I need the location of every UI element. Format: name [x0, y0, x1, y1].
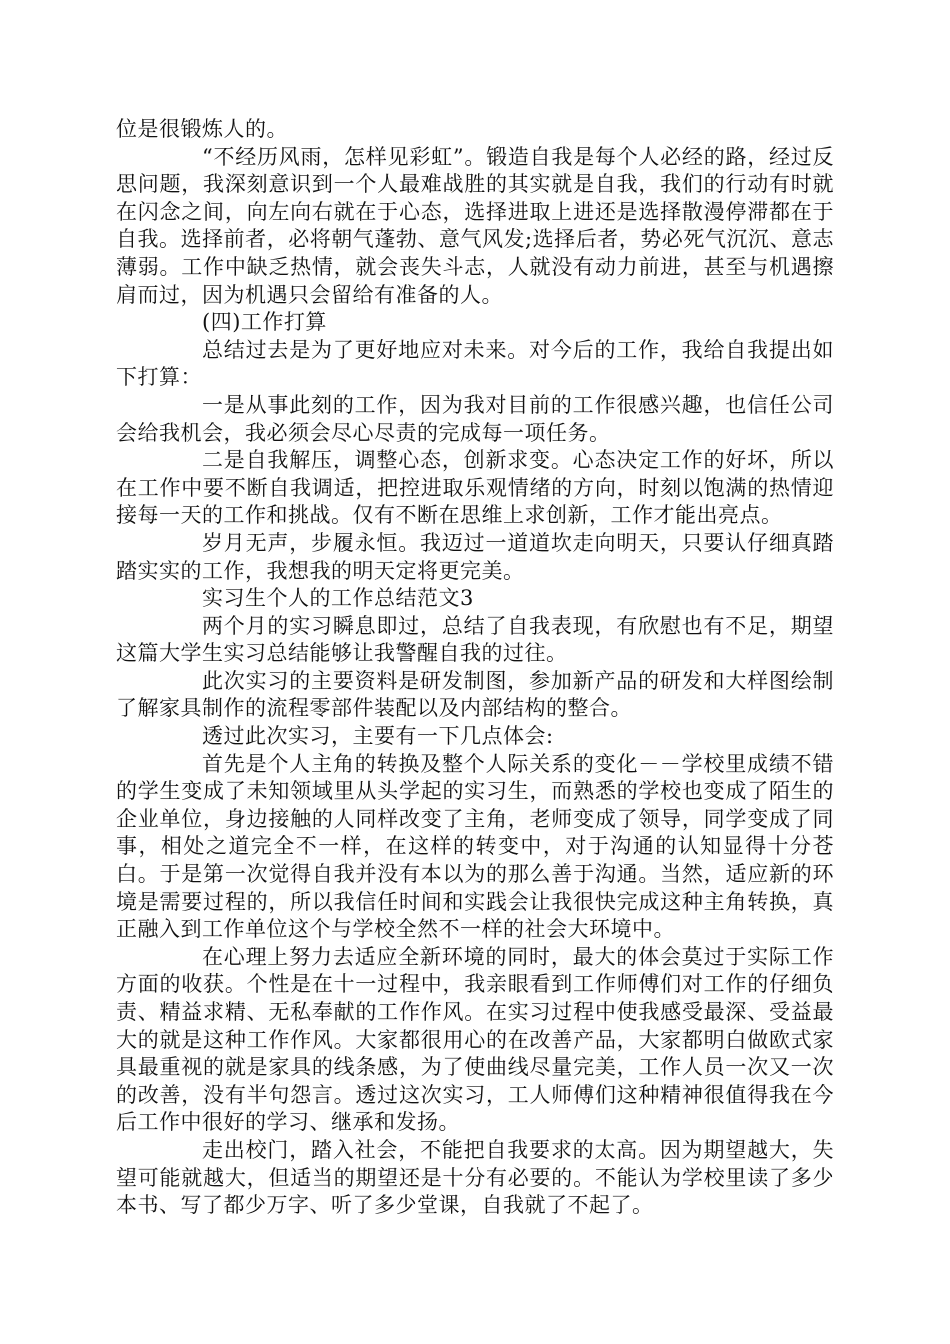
paragraph: 二是自我解压，调整心态，创新求变。心态决定工作的好坏，所以在工作中要不断自我调适，把控进取乐观情绪的方向，时刻以饱满的热情迎接每一天的工作和挑战。仅有不断在思维上求创新，工作才能出亮点。 [116, 448, 834, 528]
paragraph: 在心理上努力去适应全新环境的同时，最大的体会莫过于实际工作方面的收获。个性是在十一过程中，我亲眼看到工作师傅们对工作的仔细负责、精益求精、无私奉献的工作作风。在实习过程中使我感受最深、受益最大的就是这种工作作风。大家都很用心的在改善产品，大家都明白做欧式家具最重视的就是家具的线条感，为了使曲线尽量完美，工作人员一次又一次的改善，没有半句怨言。透过这次实习，工人师傅们这种精神很值得我在今后工作中很好的学习、继承和发扬。 [116, 944, 834, 1135]
paragraph: 总结过去是为了更好地应对未来。对今后的工作，我给自我提出如下打算： [116, 337, 834, 390]
paragraph: “不经历风雨，怎样见彩虹”。锻造自我是每个人必经的路，经过反思问题，我深刻意识到一个人最难战胜的其实就是自我，我们的行动有时就在闪念之间，向左向右就在于心态，选择进取上进还是选择散漫停滞都在于自我。选择前者，必将朝气蓬勃、意气风发;选择后者，势必死气沉沉、意志薄弱。工作中缺乏热情，就会丧失斗志，人就没有动力前进，甚至与机遇擦肩而过，因为机遇只会留给有准备的人。 [116, 144, 834, 307]
paragraph: 透过此次实习，主要有一下几点体会: [202, 724, 554, 749]
paragraph: 两个月的实习瞬息即过，总结了自我表现，有欣慰也有不足，期望这篇大学生实习总结能够让我警醒自我的过往。 [116, 613, 834, 666]
document-body [116, 116, 834, 1220]
paragraph: 岁月无声，步履永恒。我迈过一道道坎走向明天，只要认仔细真踏踏实实的工作，我想我的明天定将更完美。 [116, 530, 834, 583]
paragraph: 首先是个人主角的转换及整个人际关系的变化－－学校里成绩不错的学生变成了未知领域里从头学起的实习生，而熟悉的学校也变成了陌生的企业单位，身边接触的人同样改变了主角，老师变成了领导，同学变成了同事，相处之道完全不一样，在这样的转变中，对于沟通的认知显得十分苍白。于是第一次觉得自我并没有本以为的那么善于沟通。当然，适应新的环境是需要过程的，所以我信任时间和实践会让我很快完成这种主角转换，真正融入到工作单位这个与学校全然不一样的社会大环境中。 [116, 751, 834, 942]
paragraph: 位是很锻炼人的。 [116, 117, 288, 141]
paragraph: 此次实习的主要资料是研发制图，参加新产品的研发和大样图绘制了解家具制作的流程零部件装配以及内部结构的整合。 [116, 668, 834, 721]
paragraph: 一是从事此刻的工作，因为我对目前的工作很感兴趣，也信任公司会给我机会，我必须会尽心尽责的完成每一项任务。 [116, 392, 834, 445]
paragraph: 走出校门，踏入社会，不能把自我要求的太高。因为期望越大，失望可能就越大，但适当的期望还是十分有必要的。不能认为学校里读了多少本书、写了都少万字、听了多少堂课，自我就了不起了。 [116, 1137, 834, 1218]
section-heading: 实习生个人的工作总结范文3 [202, 586, 474, 611]
section-heading: (四)工作打算 [202, 310, 327, 335]
